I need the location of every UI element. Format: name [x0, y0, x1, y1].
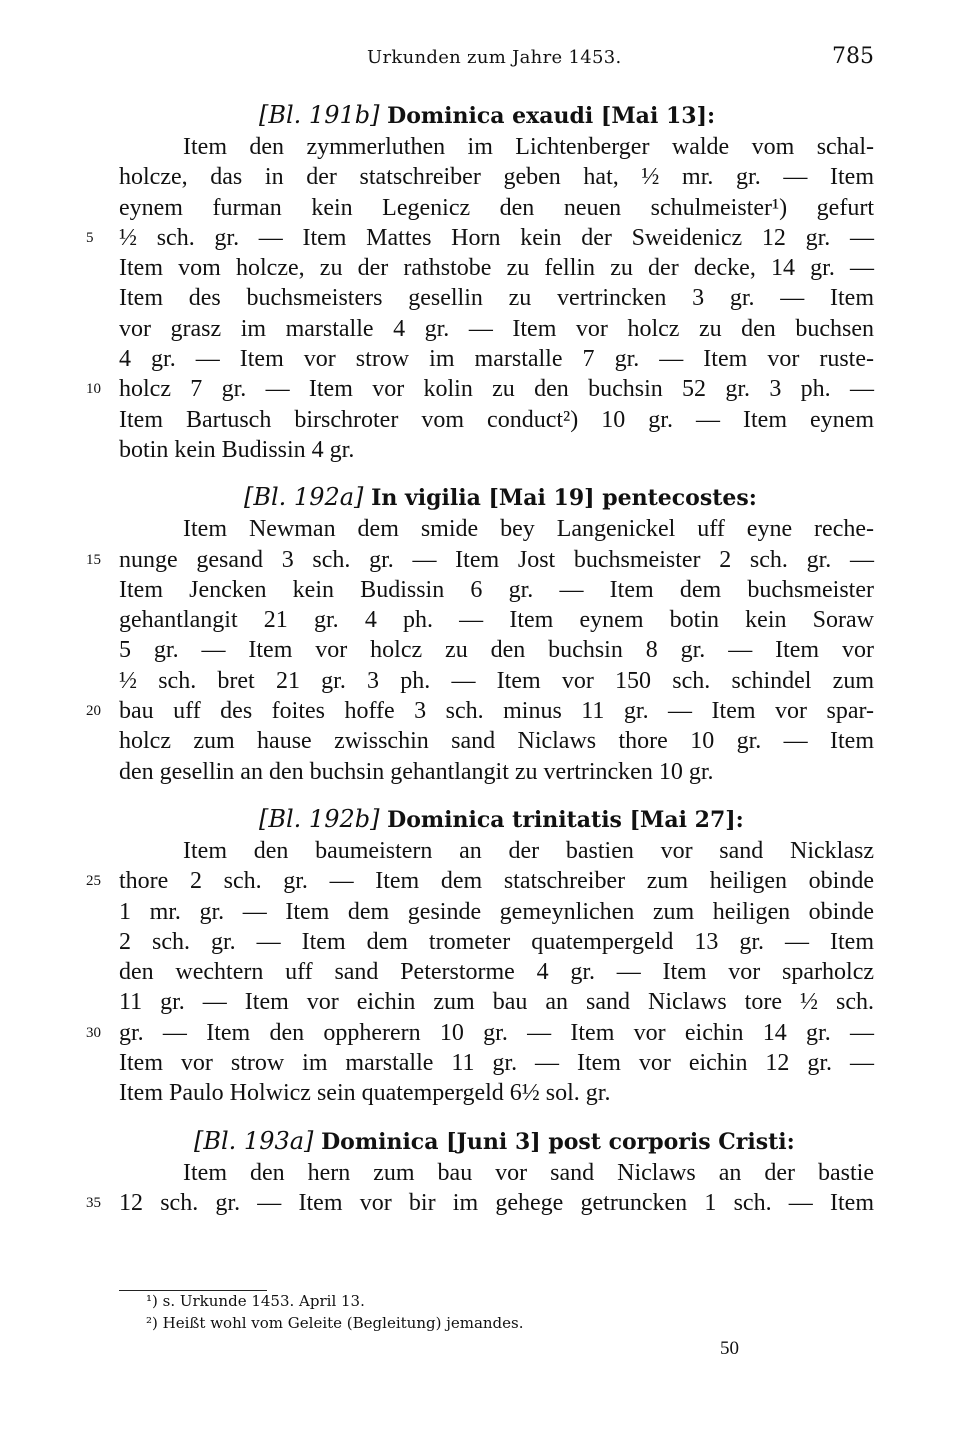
text-line	[86, 866, 874, 896]
text-line	[86, 223, 874, 253]
text-line	[119, 957, 874, 987]
line-text: holcz 7 gr. — Item vor kolin zu den buchsin 52 gr. 3 ph. —	[119, 376, 874, 403]
line-text: vor grasz im marstalle 4 gr. — Item vor holcz zu den buchsen	[119, 315, 874, 342]
line-text: den gesellin an den buchsin gehantlangit zu vertrincken 10 gr.	[119, 758, 714, 785]
section-heading	[119, 803, 874, 836]
section-heading	[119, 481, 874, 514]
text-line	[119, 435, 874, 465]
line-text: Item Bartusch birschroter vom conduct²) 10 gr. — Item eynem	[119, 406, 874, 433]
line-text: Item den baumeistern an der bastien vor sand Nicklasz	[183, 837, 874, 864]
text-line	[119, 514, 874, 544]
text-line	[119, 1048, 874, 1078]
line-text: bau uff des foites hoffe 3 sch. minus 11 gr. — Item vor spar-	[119, 698, 874, 725]
line-text: Item Jencken kein Budissin 6 gr. — Item dem buchsmeister	[119, 576, 874, 603]
line-text: 1 mr. gr. — Item dem gesinde gemeynlichen zum heiligen obinde	[119, 898, 874, 925]
text-line	[119, 314, 874, 344]
section-gap	[119, 787, 874, 803]
text-line	[119, 1158, 874, 1188]
text-line	[119, 193, 874, 223]
main-text	[86, 99, 874, 1218]
line-number: 30	[86, 1024, 101, 1041]
text-line	[119, 575, 874, 605]
page-number: 785	[832, 44, 874, 69]
line-text: Item Paulo Holwicz sein quatempergeld 6½ sol. gr.	[119, 1080, 611, 1107]
line-text: Item vor strow im marstalle 11 gr. — Item vor eichin 12 gr. —	[119, 1050, 874, 1077]
line-text: 11 gr. — Item vor eichin zum bau an sand Niclaws tore ½ sch.	[119, 989, 874, 1016]
text-line	[119, 344, 874, 374]
footnotes	[146, 1290, 746, 1334]
line-text: gehantlangit 21 gr. 4 ph. — Item eynem botin kein Soraw	[119, 607, 874, 634]
line-number: 10	[86, 381, 101, 398]
line-text: ½ sch. gr. — Item Mattes Horn kein der Sweidenicz 12 gr. —	[119, 224, 874, 251]
line-text: Item den zymmerluthen im Lichtenberger walde vom schal-	[183, 134, 874, 160]
line-text: gr. — Item den oppherern 10 gr. — Item vor eichin 14 gr. —	[119, 1019, 874, 1046]
line-text: Item Newman dem smide bey Langenickel uff eyne reche-	[183, 516, 874, 543]
line-text: 2 sch. gr. — Item dem trometer quatempergeld 13 gr. — Item	[119, 928, 874, 955]
text-line	[119, 132, 874, 162]
line-text: ½ sch. bret 21 gr. 3 ph. — Item vor 150 sch. schindel zum	[119, 667, 874, 694]
line-number: 20	[86, 703, 101, 720]
footnote-2: ²) Heißt wohl vom Geleite (Begleitung) jemandes.	[146, 1314, 524, 1332]
line-text: den wechtern uff sand Peterstorme 4 gr. — Item vor sparholcz	[119, 959, 874, 986]
line-number: 15	[86, 551, 101, 568]
signature-mark: 50	[720, 1338, 739, 1359]
section-heading	[119, 1125, 874, 1158]
text-line	[119, 666, 874, 696]
line-text: botin kein Budissin 4 gr.	[119, 436, 355, 463]
text-line	[119, 635, 874, 665]
text-line	[119, 253, 874, 283]
text-line	[86, 374, 874, 404]
line-text: Item vom holcze, zu der rathstobe zu fellin zu der decke, 14 gr. —	[119, 255, 874, 282]
text-line	[119, 987, 874, 1017]
line-text: thore 2 sch. gr. — Item dem statschreiber zum heiligen obinde	[119, 868, 874, 895]
line-text: 4 gr. — Item vor strow im marstalle 7 gr. — Item vor ruste-	[119, 346, 874, 373]
line-text: Item den hern zum bau vor sand Niclaws an der bastie	[183, 1159, 874, 1186]
line-number: 5	[86, 229, 94, 246]
section-heading	[119, 99, 874, 132]
text-line	[119, 605, 874, 635]
footnote-1: ¹) s. Urkunde 1453. April 13.	[146, 1292, 365, 1310]
line-text: 5 gr. — Item vor holcz zu den buchsin 8 gr. — Item vor	[119, 637, 874, 664]
line-text: holcze, das in der statschreiber geben hat, ½ mr. gr. — Item	[119, 164, 874, 191]
section-title: Dominica trinitatis [Mai 27]:	[387, 806, 744, 833]
text-line	[119, 897, 874, 927]
text-line	[119, 836, 874, 866]
section-gap	[119, 1109, 874, 1125]
folio-reference: [Bl. 192a]	[244, 483, 364, 512]
section-title: In vigilia [Mai 19] pentecostes:	[371, 485, 757, 512]
line-text: nunge gesand 3 sch. gr. — Item Jost buchsmeister 2 sch. gr. —	[119, 546, 874, 573]
line-text: holcz zum hause zwisschin sand Niclaws thore 10 gr. — Item	[119, 728, 874, 755]
text-line	[119, 1078, 874, 1108]
line-number: 35	[86, 1194, 101, 1211]
line-number: 25	[86, 873, 101, 890]
text-line	[86, 545, 874, 575]
folio-reference: [Bl. 192b]	[259, 804, 380, 833]
section-title: Dominica exaudi [Mai 13]:	[387, 103, 716, 129]
line-text: Item des buchsmeisters gesellin zu vertrincken 3 gr. — Item	[119, 285, 874, 312]
text-line	[86, 1018, 874, 1048]
text-line	[86, 1188, 874, 1218]
text-line	[119, 162, 874, 192]
text-line	[119, 283, 874, 313]
line-text: 12 sch. gr. — Item vor bir im gehege getruncken 1 sch. — Item	[119, 1189, 874, 1216]
text-line	[119, 405, 874, 435]
folio-reference: [Bl. 193a]	[194, 1126, 314, 1155]
text-line	[119, 927, 874, 957]
text-line	[86, 696, 874, 726]
line-text: eynem furman kein Legenicz den neuen schulmeister¹) gefurt	[119, 194, 874, 221]
folio-reference: [Bl. 191b]	[259, 101, 380, 129]
section-title: Dominica [Juni 3] post corporis Cristi:	[321, 1128, 795, 1155]
section-gap	[119, 465, 874, 481]
text-line	[119, 726, 874, 756]
text-line	[119, 757, 874, 787]
running-title: Urkunden zum Jahre 1453.	[367, 47, 622, 68]
